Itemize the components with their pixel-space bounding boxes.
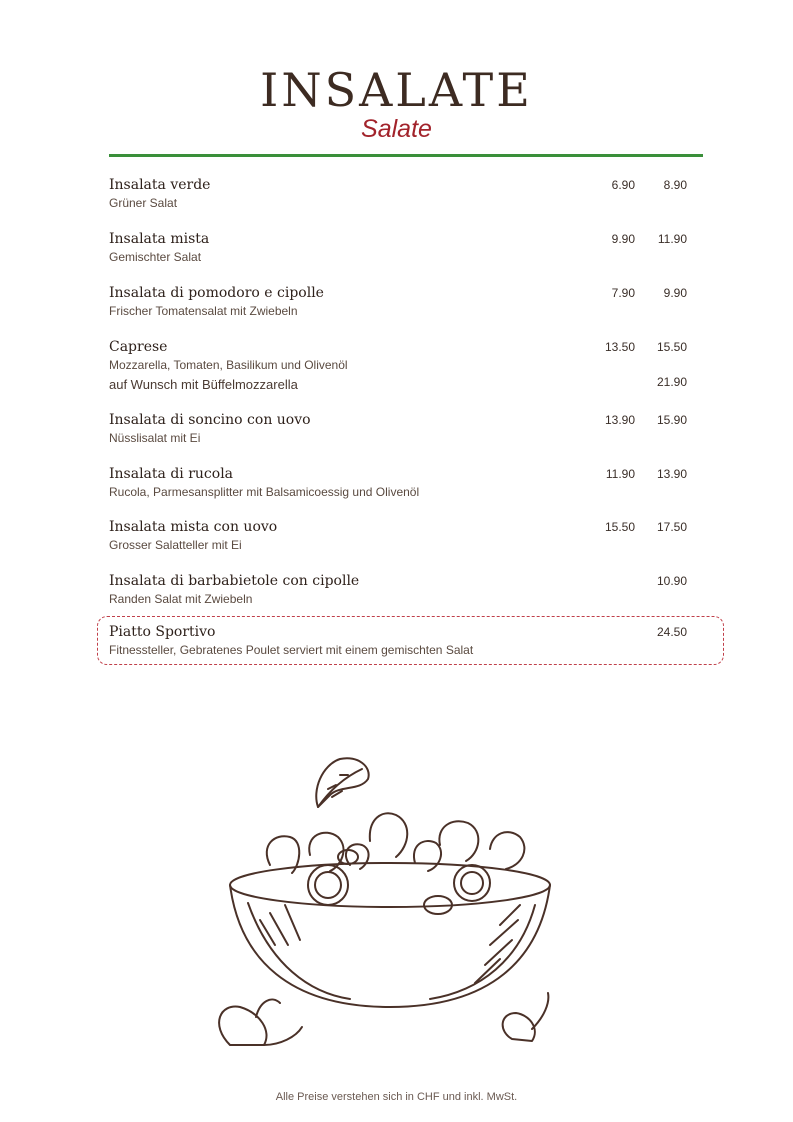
menu-item (109, 337, 693, 392)
price-large: 15.50 (656, 340, 687, 354)
item-name: Insalata di barbabietole con cipolle (109, 573, 360, 589)
item-name: Caprese (109, 339, 168, 355)
menu-list (109, 175, 693, 625)
menu-item (109, 175, 693, 211)
item-name: Insalata di pomodoro e cipolle (109, 285, 324, 301)
special-item (109, 622, 693, 658)
price-small: 11.90 (605, 467, 635, 481)
price-large: 8.90 (663, 178, 687, 192)
item-description: Mozzarella, Tomaten, Basilikum und Olivenöl (109, 358, 348, 372)
menu-item (109, 571, 693, 607)
menu-item (109, 517, 693, 553)
special-name: Piatto Sportivo (109, 624, 216, 640)
item-name: Insalata di rucola (109, 466, 234, 482)
item-name: Insalata di soncino con uovo (109, 412, 311, 428)
price-large: 15.90 (656, 413, 687, 427)
price-small: 13.50 (604, 340, 635, 354)
title-divider (109, 154, 703, 157)
item-name: Insalata mista con uovo (109, 519, 278, 535)
item-name: Insalata mista (109, 231, 210, 247)
price-small: 6.90 (611, 178, 635, 192)
price-large: 9.90 (663, 286, 687, 300)
menu-item (109, 410, 693, 446)
item-description: Nüsslisalat mit Ei (109, 431, 201, 445)
menu-item (109, 229, 693, 265)
price-small: 15.50 (604, 520, 635, 534)
price-large: 10.90 (656, 574, 687, 588)
item-option: auf Wunsch mit Büffelmozzarella (109, 377, 298, 392)
price-footnote: Alle Preise verstehen sich in CHF und inkl. MwSt. (275, 1091, 518, 1103)
special-description: Fitnessteller, Gebratenes Poulet serviert mit einem gemischten Salat (109, 643, 474, 657)
item-name: Insalata verde (109, 177, 211, 193)
price-small: 9.90 (611, 232, 635, 246)
item-description: Rucola, Parmesansplitter mit Balsamicoessig und Olivenöl (109, 485, 420, 499)
item-description: Grüner Salat (109, 196, 178, 210)
item-description: Gemischter Salat (109, 250, 202, 264)
page-subtitle: Salate (361, 115, 432, 143)
salad-bowl-icon (200, 745, 580, 1075)
item-description: Grosser Salatteller mit Ei (109, 538, 242, 552)
page-title: INSALATE (260, 63, 533, 117)
price-large: 11.90 (657, 232, 687, 246)
menu-item (109, 464, 693, 499)
item-description: Randen Salat mit Zwiebeln (109, 592, 253, 606)
price-large: 17.50 (656, 520, 687, 534)
option-price: 21.90 (656, 375, 687, 389)
menu-item (109, 283, 693, 319)
special-price: 24.50 (656, 625, 687, 639)
price-small: 13.90 (604, 413, 635, 427)
price-small: 7.90 (611, 286, 635, 300)
price-large: 13.90 (656, 467, 687, 481)
item-description: Frischer Tomatensalat mit Zwiebeln (109, 304, 298, 318)
menu-header (0, 62, 793, 144)
